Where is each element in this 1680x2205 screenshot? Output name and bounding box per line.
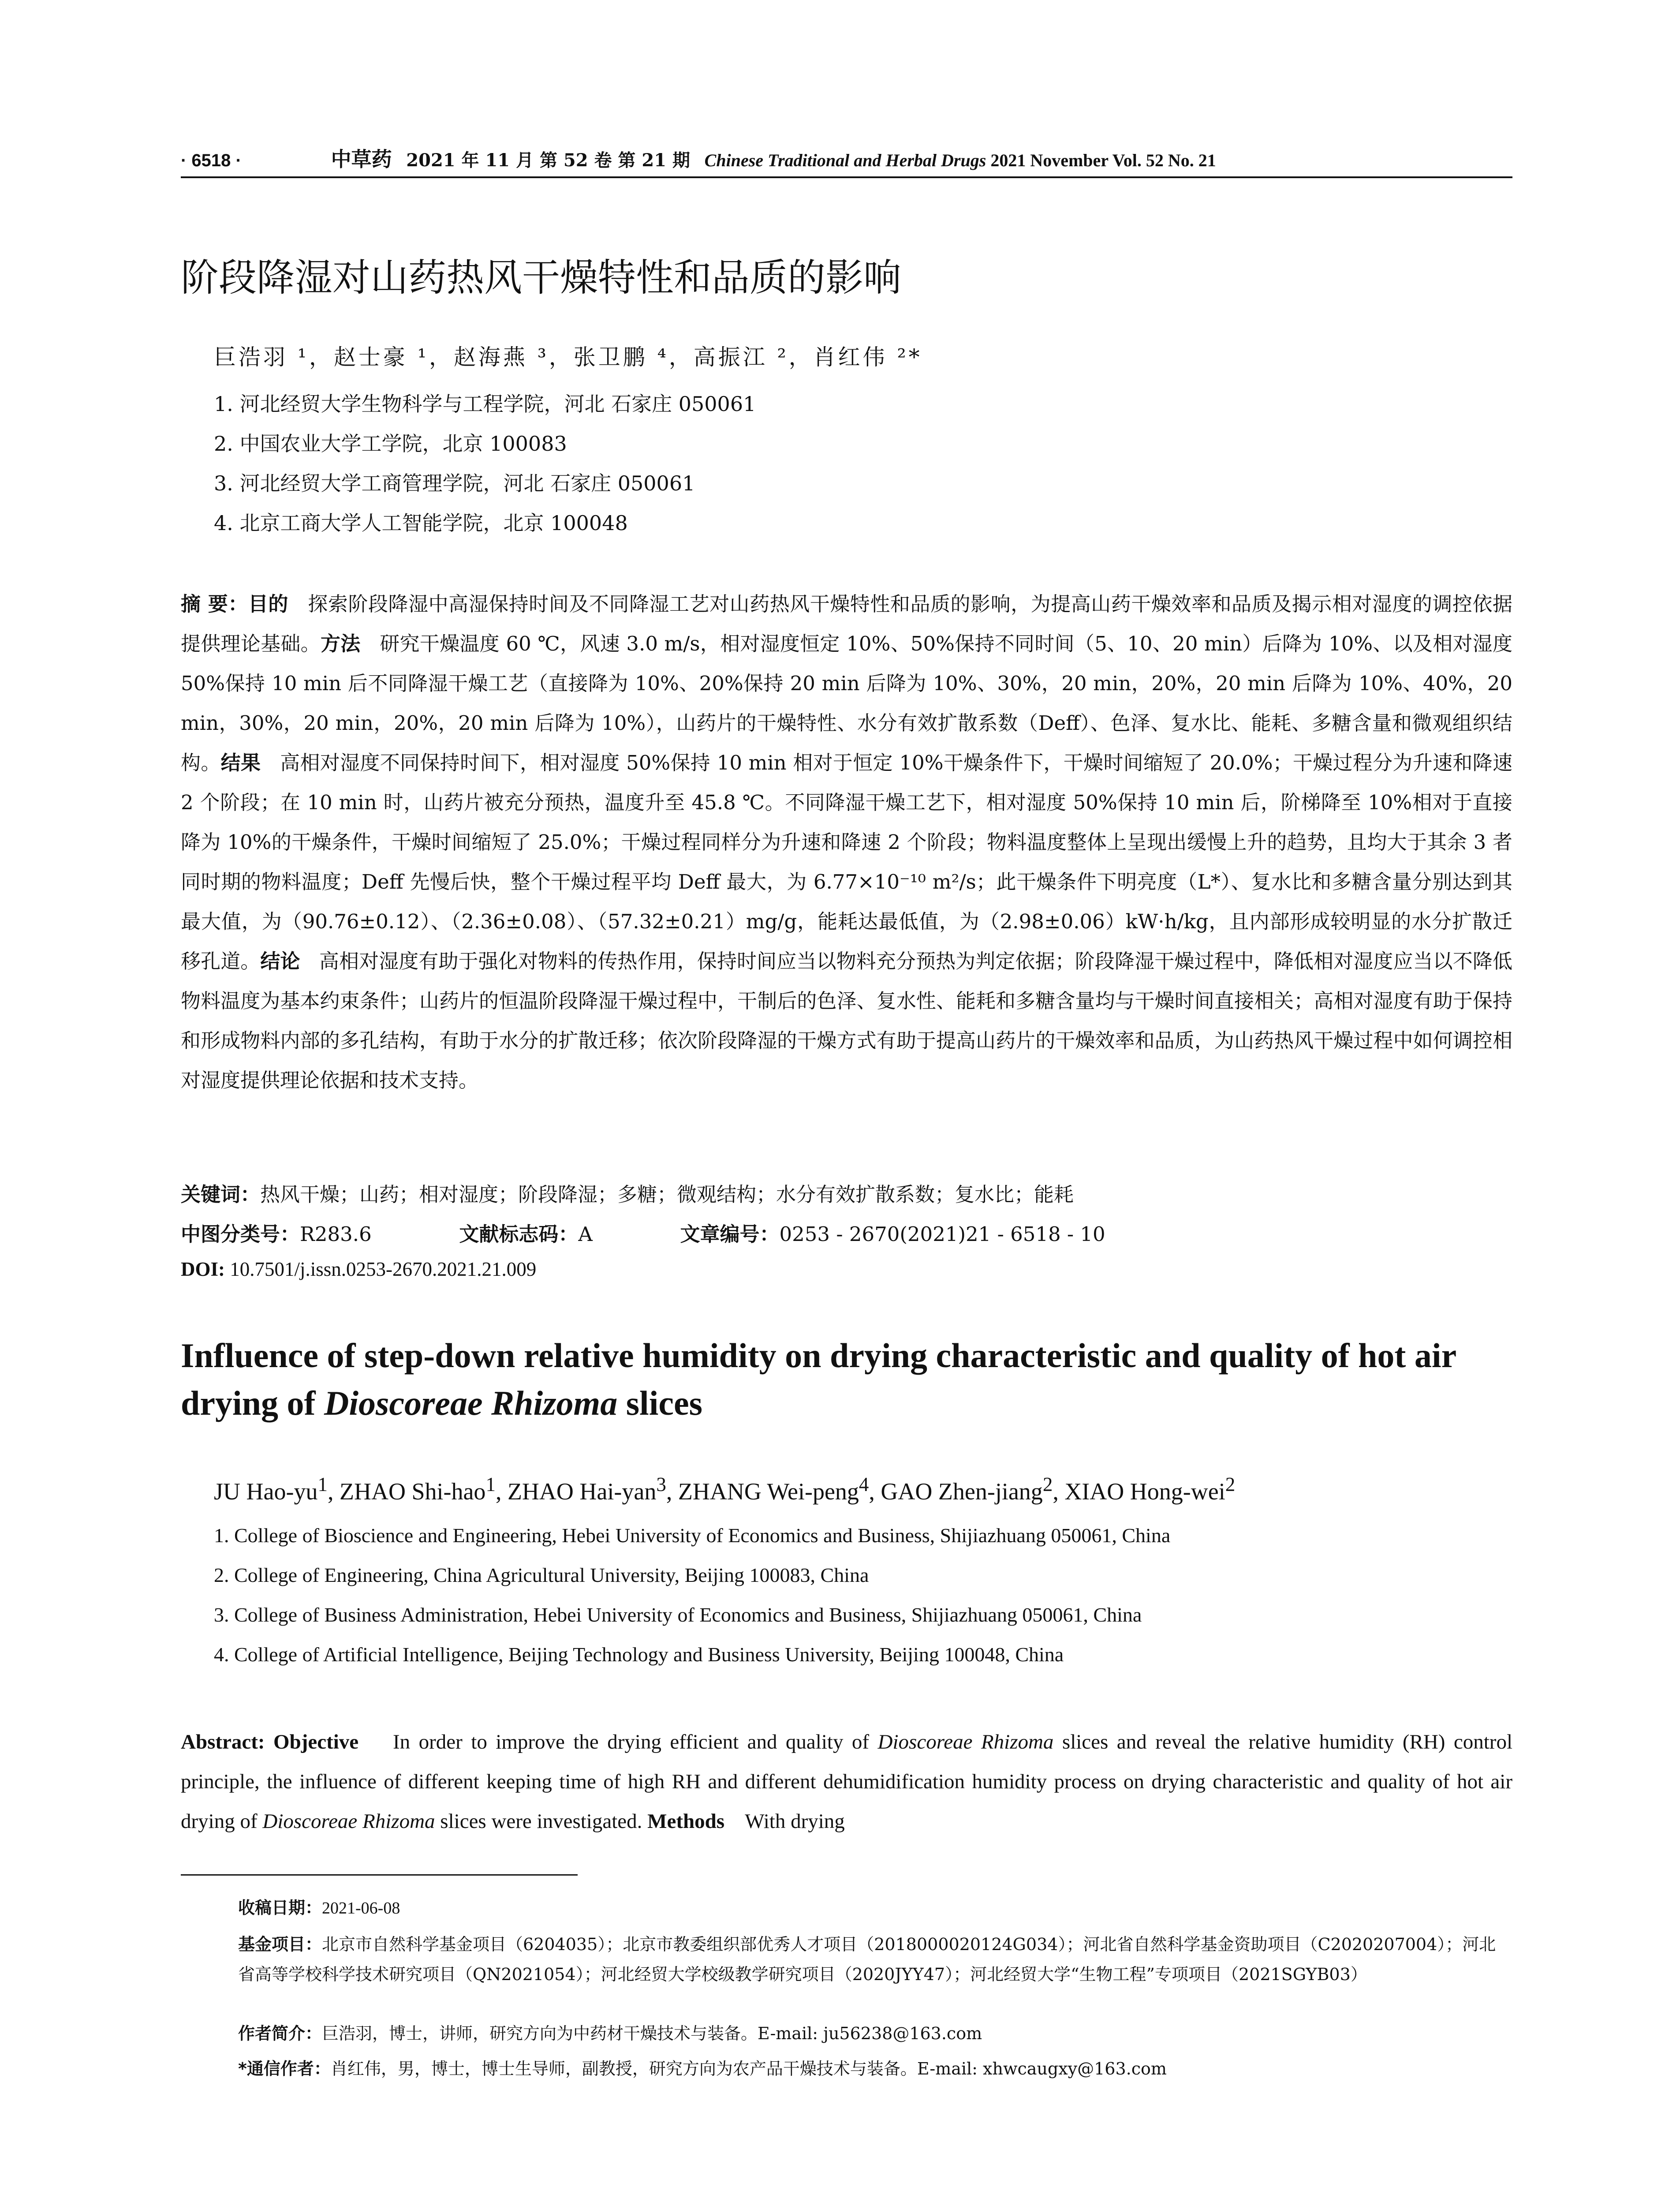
doc-code-label: 文献标志码： (459, 1222, 579, 1246)
abstract-en-label: Abstract: Objective (181, 1730, 359, 1753)
author-en: ZHAO Hai-yan (507, 1478, 657, 1505)
author-en-sup: 1 (317, 1473, 328, 1495)
footnote-funding (238, 1929, 1512, 1989)
title-en-part1: Influence of step-down relative humidity on drying characteristic and quality of hot air drying of (181, 1336, 1456, 1422)
clc-value: R283.6 (300, 1222, 372, 1246)
author-en: XIAO Hong-wei (1064, 1478, 1225, 1505)
abstract-en-text1: In order to improve the drying efficient and quality of (393, 1730, 878, 1753)
keywords-text: 热风干燥；山药；相对湿度；阶段降湿；多糖；微观结构；水分有效扩散系数；复水比；能耗 (260, 1183, 1074, 1206)
journal-name-en: Chinese Traditional and Herbal Drugs (704, 150, 986, 170)
abstract-cn (181, 584, 1512, 1100)
clc-label: 中图分类号： (181, 1222, 300, 1246)
issue-info-en: 2021 November Vol. 52 No. 21 (990, 150, 1216, 170)
author-en-sup: 1 (485, 1473, 496, 1495)
author-en-sup: 4 (859, 1473, 869, 1495)
header-rule (181, 176, 1512, 178)
doi-label: DOI: (181, 1258, 225, 1280)
corresponding-label: *通信作者： (238, 2059, 331, 2078)
affiliation-en-2: 2. College of Engineering, China Agricultural University, Beijing 100083, China (214, 1564, 869, 1586)
footnote-corresponding (238, 2055, 1167, 2079)
affiliation-en-3: 3. College of Business Administration, Hebei University of Economics and Business, Shijiazhuang 050061, China (214, 1603, 1142, 1626)
author-bio-text: 巨浩羽，博士，讲师，研究方向为中药材干燥技术与装备。E-mail: ju56238@163.com (322, 2024, 982, 2043)
conclusion-text: 高相对湿度有助于强化对物料的传热作用，保持时间应当以物料充分预热为判定依据；阶段降湿干燥过程中，降低相对湿度应当以不降低物料温度为基本约束条件；山药片的恒温阶段降湿干燥过程中，干制后的色泽、复水性、能耗和多糖含量均与干燥时间直接相关；高相对湿度有助于保持和形成物料内部的多孔结构，有助于水分的扩散迁移；依次阶段降湿的干燥方式有助于提高山药片的干燥效率和品质，为山药热风干燥过程中如何调控相对湿度提供理论依据和技术支持。 (181, 949, 1512, 1092)
abstract-en (181, 1722, 1512, 1841)
author-en-sup: 2 (1225, 1473, 1236, 1495)
footnote-rule (181, 1874, 578, 1876)
page-number: · 6518 · (181, 151, 242, 170)
journal-info-en (705, 150, 1216, 170)
running-header (181, 143, 1512, 174)
methods-text: 研究干燥温度 60 ℃，风速 3.0 m/s，相对湿度恒定 10%、50%保持不同时间（5、10、20 min）后降为 10%、以及相对湿度 50%保持 10 min 后不同降湿干燥工艺（直接降为 10%、20%保持 20 min 后降为 10%、30%，20 min，20%，20 min 后降为 10%、40%，20 min，30%，20 min，20%，20 min 后降为 10%），山药片的干燥特性、水分有效扩散系数（Deff）、色泽、复水比、能耗、多糖含量和微观组织结构。 (181, 632, 1512, 774)
results-label: 结果 (220, 751, 261, 774)
keywords-line (181, 1178, 1074, 1207)
affiliation-cn-1: 1. 河北经贸大学生物科学与工程学院，河北 石家庄 050061 (214, 392, 756, 416)
authors-en: JU Hao-$yu^1$, ZHAO Shi-hao$^1$, ZHAO Hai-yan$^3$, ZHANG Wei-peng$^4$, GAO Zhen-jiang$^2$, XIAO Hong-wei$^2$ (214, 1473, 1236, 1505)
received-date: 2021-06-08 (322, 1899, 400, 1917)
affiliation-cn-2: 2. 中国农业大学工学院，北京 100083 (214, 432, 567, 456)
title-en-species: Dioscoreae Rhizoma (324, 1384, 618, 1422)
author-bio-label: 作者简介： (238, 2024, 322, 2043)
author-en: JU Hao-yu (214, 1478, 318, 1505)
corresponding-text: 肖红伟，男，博士，博士生导师，副教授，研究方向为农产品干燥技术与装备。E-mail: xhwcaugxy@163.com (330, 2059, 1167, 2078)
journal-name-cn: 中草药 (331, 147, 392, 171)
author-en-sup: 3 (656, 1473, 666, 1495)
abstract-en-species2: Dioscoreae Rhizoma (262, 1810, 435, 1833)
objective-text: 探索阶段降湿中高湿保持时间及不同降湿工艺对山药热风干燥特性和品质的影响，为提高山药干燥效率和品质及揭示相对湿度的调控依据提供理论基础。 (181, 592, 1512, 655)
issue-info-cn: 2021 年 11 月 第 52 卷 第 21 期 (406, 150, 690, 171)
affiliation-cn-4: 4. 北京工商大学人工智能学院，北京 100048 (214, 511, 628, 535)
author-en-sup: 2 (1042, 1473, 1053, 1495)
abstract-cn-label: 摘 要： (181, 592, 248, 616)
footnote-received (238, 1894, 400, 1918)
keywords-label: 关键词： (181, 1183, 261, 1206)
title-en (181, 1332, 1512, 1427)
footnote-author (238, 2020, 982, 2044)
abstract-en-text2: slices and reveal the relative humidity (RH) control principle, the influence of different keeping time of high RH and different dehumidification humidity process on drying characteristic and quality of hot air drying of (181, 1730, 1512, 1833)
author-en: ZHAO Shi-hao (339, 1478, 486, 1505)
affiliation-cn-3: 3. 河北经贸大学工商管理学院，河北 石家庄 050061 (214, 471, 695, 495)
doi-value: 10.7501/j.issn.0253-2670.2021.21.009 (230, 1258, 537, 1280)
abstract-en-text4: With drying (745, 1810, 845, 1833)
conclusion-label: 结论 (260, 949, 300, 973)
funding-text: 北京市自然科学基金项目（6204035）；北京市教委组织部优秀人才项目（2018000020124G034）；河北省自然科学基金资助项目（C2020207004）；河北省高等学校科学技术研究项目（QN2021054）；河北经贸大学校级教学研究项目（2020JYY47）；河北经贸大学“生物工程”专项项目（2021SGYB03） (238, 1935, 1496, 1984)
author-en: ZHANG Wei-peng (678, 1478, 859, 1505)
received-label: 收稿日期： (238, 1898, 322, 1917)
title-cn: 阶段降湿对山药热风干燥特性和品质的影响 (181, 256, 901, 300)
results-text: 高相对湿度不同保持时间下，相对湿度 50%保持 10 min 相对于恒定 10%干燥条件下，干燥时间缩短了 20.0%；干燥过程分为升速和降速 2 个阶段；在 10 min 时，山药片被充分预热，温度升至 45.8 ℃。不同降湿干燥工艺下，相对湿度 50%保持 10 min 后，阶梯降至 10%相对于直接降为 10%的干燥条件，干燥时间缩短了 25.0%；干燥过程同样分为升速和降速 2 个阶段；物料温度整体上呈现出缓慢上升的趋势，且均大于其余 3 者同时期的物料温度；Deff 先慢后快，整个干燥过程平均 Deff 最大，为 6.77×10⁻¹⁰ m²/s；此干燥条件下明亮度（L*）、复水比和多糖含量分别达到其最大值，为（90.76±0.12）、（2.36±0.08）、（57.32±0.21）mg/g，能耗达最低值，为（2.98±0.06）kW·h/kg，且内部形成较明显的水分扩散迁移孔道。 (181, 751, 1512, 973)
funding-label: 基金项目： (238, 1935, 322, 1954)
objective-label: 目的 (248, 592, 288, 616)
authors-cn: 巨浩羽 ¹，赵士豪 ¹，赵海燕 ³，张卫鹏 ⁴，高振江 ²，肖红伟 ²* (214, 344, 922, 370)
affiliation-en-4: 4. College of Artificial Intelligence, Beijing Technology and Business University, Beijing 100048, China (214, 1643, 1064, 1666)
abstract-en-methods-label: Methods (647, 1810, 725, 1833)
methods-label: 方法 (320, 632, 361, 655)
abstract-en-text3: slices were investigated. (435, 1810, 648, 1833)
article-id-label: 文章编号： (680, 1222, 780, 1246)
doc-code-value: A (578, 1222, 593, 1246)
author-en: GAO Zhen-jiang (881, 1478, 1043, 1505)
affiliation-en-1: 1. College of Bioscience and Engineering, Hebei University of Economics and Business, Shijiazhuang 050061, China (214, 1524, 1171, 1547)
article-id-value: 0253 - 2670(2021)21 - 6518 - 10 (779, 1222, 1105, 1246)
abstract-en-species1: Dioscoreae Rhizoma (877, 1730, 1054, 1753)
title-en-part2: slices (617, 1384, 702, 1422)
doi-line (181, 1258, 536, 1281)
classification-line (181, 1218, 1105, 1247)
